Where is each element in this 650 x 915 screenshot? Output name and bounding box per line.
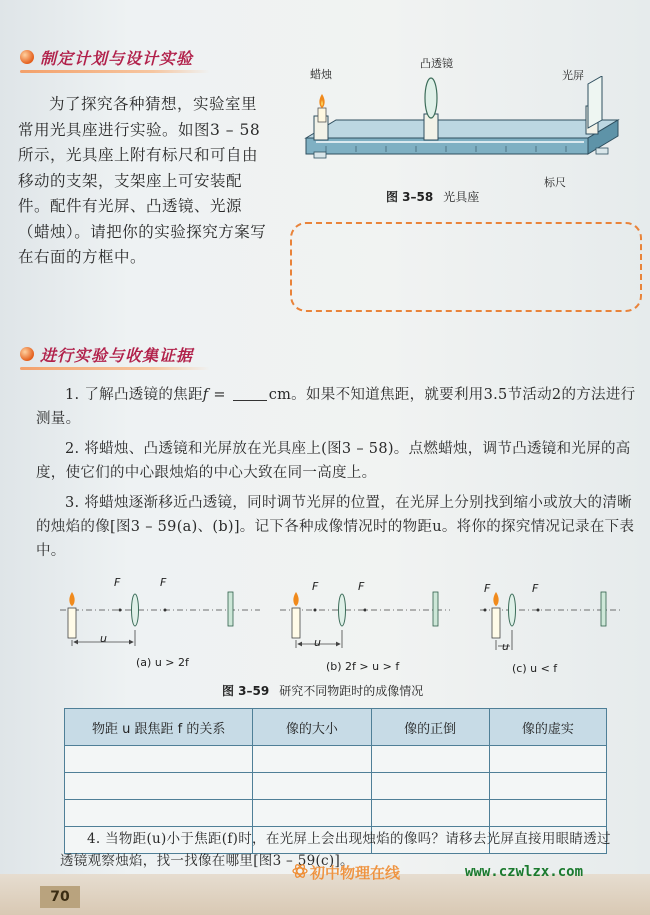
caption-fig-3-59 <box>222 682 423 699</box>
focus-label-c1: F <box>484 582 491 595</box>
diagram-b <box>280 592 450 648</box>
section-title-plan-text: 制定计划与设计实验 <box>40 48 194 68</box>
header-orientation: 像的正倒 <box>371 709 489 746</box>
watermark-url[interactable]: www.czwlzx.com <box>465 864 584 880</box>
table-cell[interactable] <box>489 800 606 827</box>
bullet-icon <box>20 50 34 64</box>
caption-fig-3-58-num: 图 3–58 <box>386 190 434 204</box>
caption-fig-3-58 <box>386 188 479 205</box>
step-1-lead: 1. 了解凸透镜的焦距 <box>65 387 203 403</box>
caption-fig-3-59-num: 图 3–59 <box>222 684 270 698</box>
section-title-plan <box>20 44 210 70</box>
table-cell[interactable] <box>253 800 371 827</box>
section-title-experiment-text: 进行实验与收集证据 <box>40 345 194 365</box>
table-row <box>65 746 607 773</box>
step-1 <box>36 383 636 431</box>
page-number: 70 <box>40 886 80 908</box>
section-title-experiment <box>20 341 210 367</box>
focal-length-blank[interactable] <box>233 386 267 401</box>
title-underline <box>20 70 210 73</box>
intro-text: 为了探究各种猜想，实验室里常用光具座进行实验。如图3 – 58所示，光具座上附有标尺和可自由移动的支架，支架座上可安装配件。配件有光屏、凸透镜、光源（蜡烛）。请把你的实验探究方案写在右面的方框中。 <box>18 95 267 266</box>
step-1-rest: cm。如果不知道焦距，就要利用3.5节活动2的方法进行测量。 <box>36 387 636 427</box>
step-4: 4. 当物距(u)小于焦距(f)时，在光屏上会出现烛焰的像吗？请移去光屏直接用眼睛透过透镜观察烛焰，找一找像在哪里[图3 – 59(c)]。 <box>60 831 611 869</box>
step-2: 2. 将蜡烛、凸透镜和光屏放在光具座上(图3 – 58)。点燃蜡烛，调节凸透镜和光屏的高度，使它们的中心跟烛焰的中心大致在同一高度上。 <box>36 441 631 481</box>
title-underline <box>20 367 210 370</box>
label-candle: 蜡烛 <box>310 68 332 81</box>
table-cell[interactable] <box>253 746 371 773</box>
diagram-a <box>60 592 260 646</box>
step-3: 3. 将蜡烛逐渐移近凸透镜，同时调节光屏的位置，在光屏上分别找到缩小或放大的清晰的烛焰的像[图3 – 59(a)、(b)]。记下各种成像情况时的物距u。将你的探究情况记录在下表中。 <box>36 495 635 559</box>
table-cell[interactable] <box>253 773 371 800</box>
diagram-c <box>480 592 620 650</box>
table-cell[interactable] <box>371 800 489 827</box>
subcaption-c: (c) u < f <box>512 662 558 675</box>
distance-label-a: u <box>100 632 107 645</box>
step-1-equals: = <box>208 387 231 403</box>
table-cell[interactable] <box>65 746 253 773</box>
focus-label-c2: F <box>532 582 539 595</box>
atom-logo-icon <box>292 862 308 880</box>
table-row <box>65 800 607 827</box>
optical-bench-illustration <box>296 76 626 176</box>
intro-paragraph <box>18 92 268 271</box>
header-size: 像的大小 <box>253 709 371 746</box>
subcaption-a: (a) u > 2f <box>136 656 189 669</box>
distance-label-c: u <box>502 640 509 653</box>
focus-label-a2: F <box>160 576 167 589</box>
table-header-row <box>65 709 607 746</box>
subcaption-b: (b) 2f > u > f <box>326 660 400 673</box>
watermark-site-name: 初中物理在线 <box>310 864 401 882</box>
table-cell[interactable] <box>65 800 253 827</box>
table-cell[interactable] <box>371 746 489 773</box>
focus-label-b2: F <box>358 580 365 593</box>
table-cell[interactable] <box>489 746 606 773</box>
plan-answer-box[interactable] <box>290 222 642 312</box>
focus-label-a1: F <box>114 576 121 589</box>
header-real-virtual: 像的虚实 <box>489 709 606 746</box>
focus-label-b1: F <box>312 580 319 593</box>
label-screen: 光屏 <box>562 69 584 82</box>
step-1-focal-symbol: f <box>202 387 209 403</box>
table-cell[interactable] <box>489 773 606 800</box>
table-row <box>65 773 607 800</box>
label-ruler: 标尺 <box>544 176 566 189</box>
table-cell[interactable] <box>65 773 253 800</box>
header-relation: 物距 u 跟焦距 f 的关系 <box>65 709 253 746</box>
caption-fig-3-58-text: 光具座 <box>443 190 480 204</box>
distance-label-b: u <box>314 636 321 649</box>
table-cell[interactable] <box>371 773 489 800</box>
bullet-icon <box>20 347 34 361</box>
label-lens: 凸透镜 <box>420 57 453 70</box>
caption-fig-3-59-text: 研究不同物距时的成像情况 <box>279 684 424 698</box>
